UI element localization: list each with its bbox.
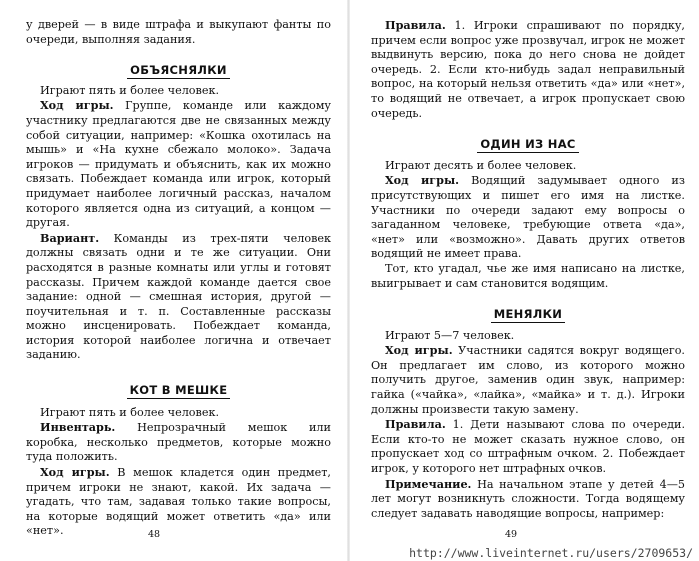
rules-paragraph (371, 18, 685, 121)
note-label: Примечание. (385, 476, 472, 491)
page-number: 48 (148, 529, 161, 540)
section-title (371, 137, 685, 152)
variant-label: Вариант. (40, 230, 100, 245)
section-title (26, 63, 331, 78)
rules-paragraph (371, 417, 685, 476)
players-line: Играют пять и более человек. (40, 405, 219, 419)
players-line: Играют 5—7 человек. (385, 328, 515, 342)
section-title-text: МЕНЯЛКИ (491, 307, 565, 323)
end-paragraph: Тот, кто угадал, чье же имя написано на листке, выигрывает и сам становится водящим. (371, 261, 685, 290)
game-paragraph (26, 465, 331, 539)
game-label: Ход игры. (385, 343, 453, 358)
rules-label: Правила. (385, 18, 446, 32)
game-paragraph (26, 98, 331, 230)
rules-label: Правила. (385, 417, 446, 432)
section-title (371, 307, 685, 322)
variant-paragraph (26, 231, 331, 363)
intro-paragraph: у дверей — в виде штрафа и выкупают фанты по очереди, выполняя задания. (26, 18, 331, 46)
section-title-text: КОТ В МЕШКЕ (127, 383, 231, 399)
game-label: Ход игры. (40, 98, 114, 113)
right-page (349, 0, 699, 561)
rules-text: 1. Игроки спрашивают по порядку, причем если вопрос уже прозвучал, игрок не может выдвинуть версию, пока до него снова не дойдет очередь. 2. Если кто-нибудь задал неправильный вопрос, на который нельзя ответить «да» или «нет», то водящий не отвечает, а игрок пропускает свою очередь. (371, 19, 685, 120)
players-line: Играют пять и более человек. (40, 83, 219, 97)
note-paragraph (371, 477, 685, 522)
game-paragraph (371, 343, 685, 417)
game-text: Группе, команде или каждому участнику предлагаются две не связанных между собой ситуации, например: «Кошка охотилась на мышь» и «На кухне сбежало молоко». Задача игроков — придумать и объяснить, как их можно связать. Побеждает команда или игрок, который придумает наиболее логичный рассказ, началом которого является одна из ситуаций, а концом — другая. (26, 99, 331, 230)
section-title-text: ОБЪЯСНЯЛКИ (127, 63, 230, 79)
game-paragraph (371, 173, 685, 262)
left-page (0, 0, 349, 561)
section-title (26, 383, 331, 398)
players-line: Играют десять и более человек. (385, 158, 577, 172)
game-text: В мешок кладется один предмет, причем игроки не знают, какой. Их задача — угадать, что там, задавая только такие вопросы, на которые водящий может ответить «да» или «нет». (26, 466, 331, 538)
inventory-paragraph (26, 420, 331, 465)
game-label: Ход игры. (40, 465, 110, 480)
note-text: На начальном этапе у детей 4—5 лет могут возникнуть сложности. Тогда водящему следует задавать наводящие вопросы, например: (371, 477, 685, 520)
game-label: Ход игры. (385, 173, 460, 188)
watermark-url: http://www.liveinternet.ru/users/2709653/ (409, 546, 693, 560)
game-text: Участники садятся вокруг водящего. Он предлагает им слово, из которого можно получить другое, заменив один звук, например: гайка («чайка», «лайка», «майка» и т. д.). Игроки должны произвести такую замену. (371, 344, 685, 416)
inventory-text: Непрозрачный мешок или коробка, несколько предметов, которые можно туда положить. (26, 421, 331, 464)
variant-text: Команды из трех-пяти человек должны связать одни и те же ситуации. Они расходятся в разные комнаты или углы и готовят рассказы. Причем каждой команде дается свое задание: одной — смешная история, другой — поучительная и т. п. Составленные рассказы можно инсценировать. Побеждает команда, история которой наиболее логична и отвечает заданию. (26, 231, 331, 362)
rules-text: 1. Дети называют слова по очереди. Если кто-то не может сказать нужное слово, он пропускает ход со штрафным очком. 2. Побеждает игрок, у которого нет штрафных очков. (371, 418, 685, 476)
page-number: 49 (505, 529, 518, 540)
inventory-label: Инвентарь. (40, 420, 116, 435)
section-title-text: ОДИН ИЗ НАС (477, 137, 578, 153)
game-text: Водящий задумывает одного из присутствующих и пишет его имя на листке. Участники по очереди задают ему вопросы о загаданном человеке, требующие ответа «да», «нет» или «возможно». Давать других ответов водящий не имеет права. (371, 174, 685, 261)
